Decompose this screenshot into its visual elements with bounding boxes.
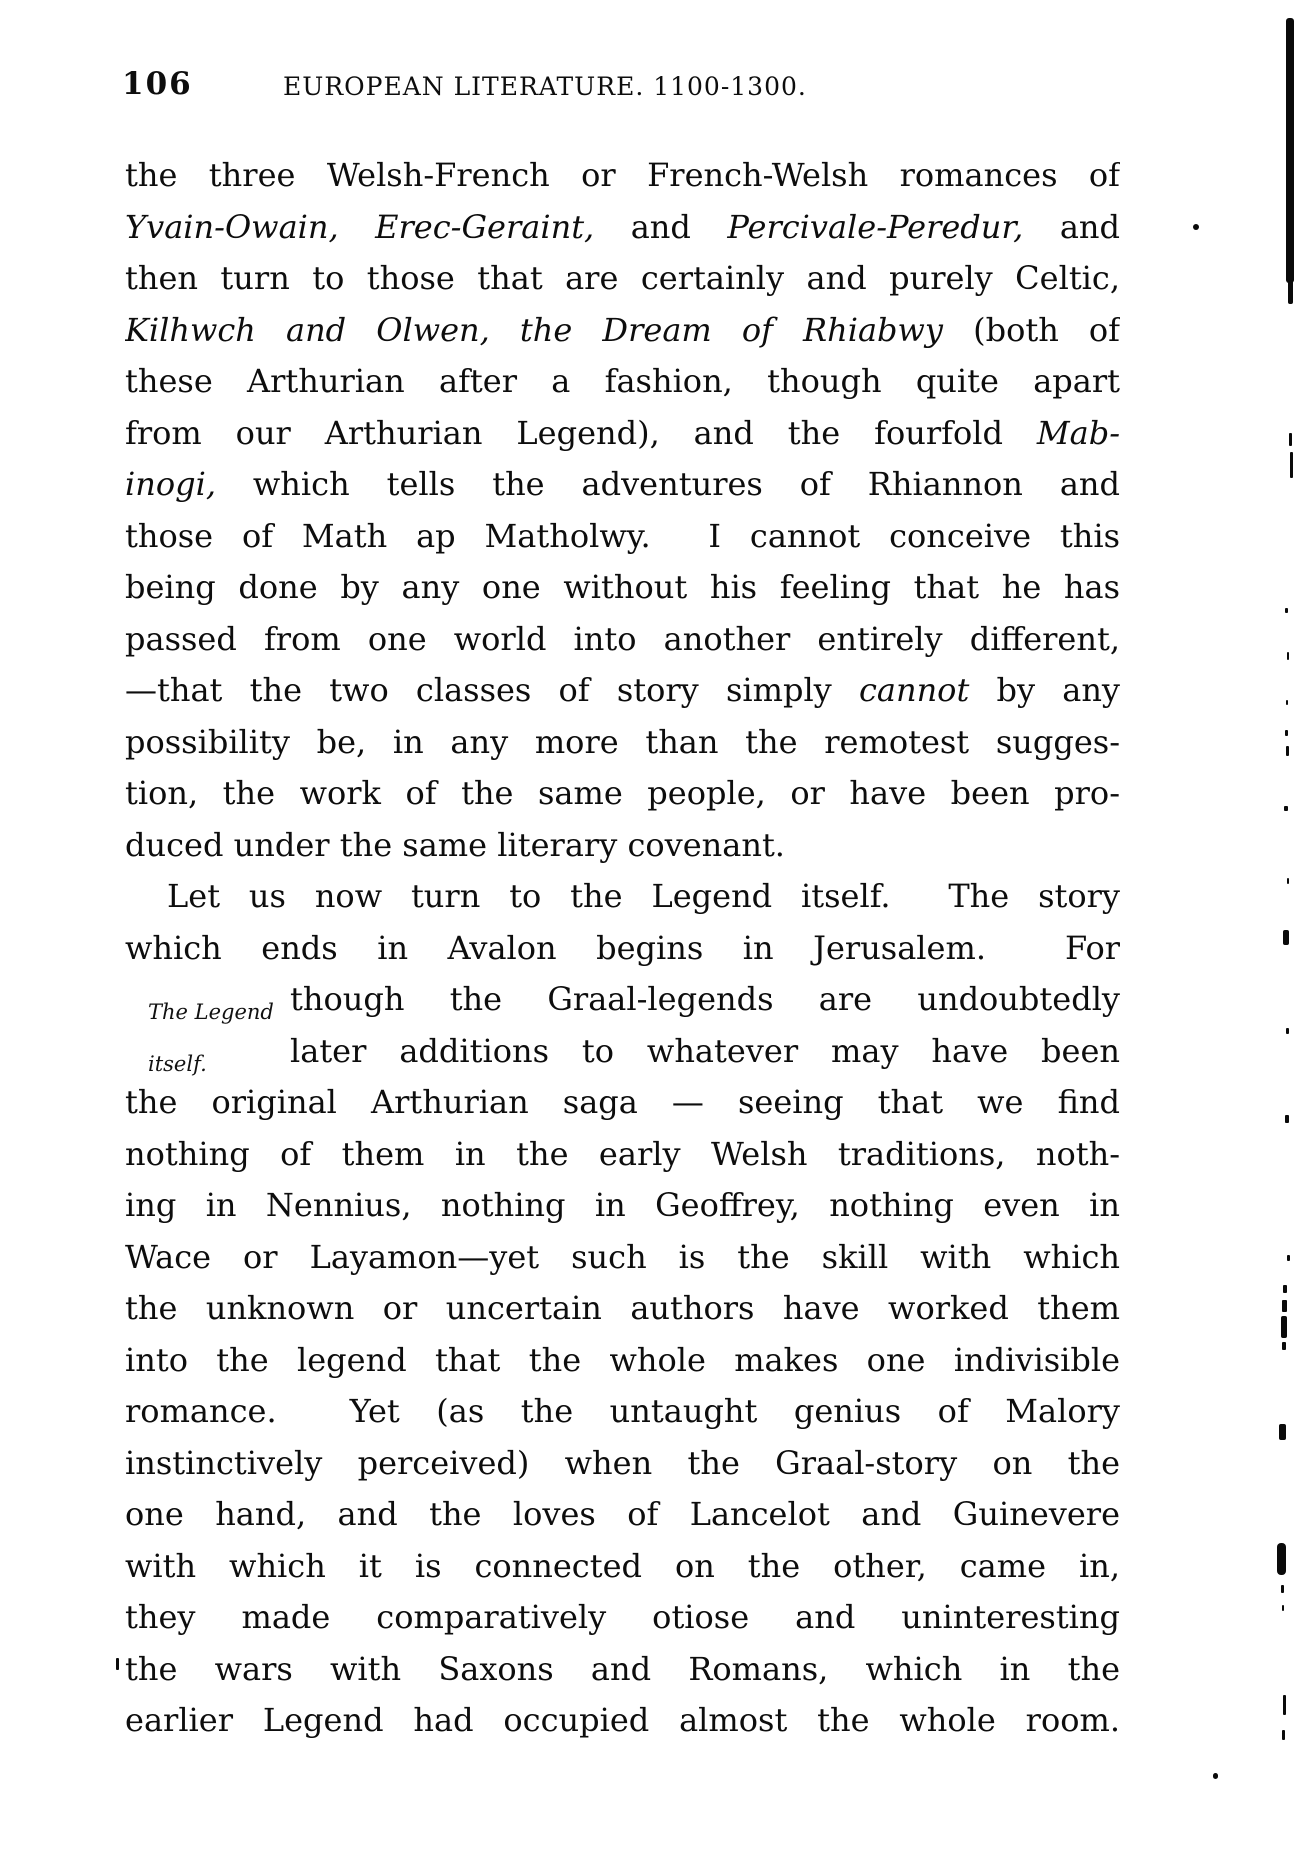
text-segment: the three Welsh-French or French-Welsh romances of [125,156,1120,194]
scan-ink-mark [1285,730,1288,736]
scan-ink-mark [1289,433,1292,446]
scan-ink-mark [1282,1605,1284,1611]
text-segment: later additions to whatever may have been [290,1031,1120,1070]
text-line [125,1489,1120,1541]
margin-note-line: itself. [148,1052,207,1076]
scan-ink-mark [1283,930,1289,945]
text-segment: passed from one world into another entirely different, [125,619,1120,658]
text-line [125,1695,1120,1747]
text-segment: Let us now turn to the Legend itself. The story [167,877,1120,915]
text-line [125,1438,1120,1490]
italic-text-segment: cannot [858,671,970,709]
text-line [125,1283,1120,1335]
text-line [125,1335,1120,1387]
text-segment: from our Arthurian Legend), and the fourfold [125,413,1037,452]
scan-ink-mark [1281,1316,1287,1338]
text-segment: the wars with Saxons and Romans, which in the [125,1649,1120,1688]
italic-text-segment: inogi, [125,465,216,503]
text-line [125,871,1120,923]
text-line [125,1232,1120,1284]
text-segment: by any [969,671,1120,709]
text-segment: earlier Legend had occupied almost the whole room. [125,1701,1120,1739]
scan-ink-mark [1283,1285,1287,1293]
text-line [125,923,1120,975]
text-segment: romance. Yet (as the untaught genius of Malory [125,1392,1120,1430]
page-header [0,0,1311,120]
body-text [125,150,1120,1747]
scan-ink-mark [1288,280,1293,304]
text-segment: then turn to those that are certainly and purely Celtic, [125,259,1120,297]
text-line [125,1180,1120,1232]
text-line [125,305,1120,357]
italic-text-segment: Mab- [1036,413,1120,452]
text-segment: the original Arthurian saga — seeing that we find [125,1083,1120,1121]
text-segment: which tells the adventures of Rhiannon and [216,465,1120,503]
page-number: 106 [122,66,193,102]
text-segment: which ends in Avalon begins in Jerusalem. For [125,928,1120,967]
text-segment: being done by any one without his feeling that he has [125,568,1120,606]
text-line [125,1644,1120,1696]
scan-ink-mark [1286,18,1294,283]
text-segment: into the legend that the whole makes one indivisible [125,1340,1120,1379]
text-segment: one hand, and the loves of Lancelot and Guinevere [125,1495,1120,1533]
text-segment: with which it is connected on the other, came in, [125,1546,1120,1585]
text-line [125,356,1120,408]
italic-text-segment: Kilhwch and Olwen, the Dream of Rhiabwy [125,310,944,349]
text-line [290,1026,1120,1078]
text-line [125,717,1120,769]
scan-ink-mark [1279,1424,1286,1440]
scan-ink-mark [1281,1585,1284,1593]
scan-ink-mark [1283,1695,1286,1715]
scan-ink-mark [1286,1028,1289,1034]
text-segment: and [1023,207,1120,246]
text-line [125,665,1120,717]
scan-ink-mark [1277,1543,1286,1575]
text-line [290,974,1120,1026]
text-line [125,562,1120,614]
text-line [125,768,1120,820]
text-segment: Wace or Layamon—yet such is the skill with which [125,1237,1120,1276]
scan-ink-mark [1284,806,1288,811]
margin-note-line: The Legend [148,1000,274,1024]
text-segment: nothing of them in the early Welsh traditions, noth- [125,1134,1120,1173]
text-line [125,459,1120,511]
scan-ink-mark [1282,1730,1285,1740]
scan-ink-mark [1290,452,1293,478]
text-segment: tion, the work of the same people, or have been pro- [125,774,1120,812]
scan-ink-mark [1285,1115,1289,1123]
text-line [125,820,1120,872]
scan-ink-mark [1287,878,1289,884]
italic-text-segment: Percivale-Peredur, [727,207,1024,246]
text-segment: ing in Nennius, nothing in Geoffrey, nothing even in [125,1186,1120,1224]
text-segment: and [594,207,728,246]
scan-ink-mark [1193,224,1199,230]
scan-ink-mark [1282,1342,1286,1350]
scan-ink-mark [1286,700,1288,705]
scan-ink-mark [1287,1255,1290,1261]
text-line [125,614,1120,666]
scan-ink-mark [116,1658,119,1670]
text-segment: duced under the same literary covenant. [125,825,785,864]
text-line [125,511,1120,563]
scan-ink-mark [1282,1300,1287,1312]
text-line [125,408,1120,460]
running-title: EUROPEAN LITERATURE. 1100-1300. [283,72,807,101]
text-line [125,1077,1120,1129]
text-segment: these Arthurian after a fashion, though quite apart [125,362,1120,400]
text-line [125,1592,1120,1644]
scan-ink-mark [1286,746,1289,756]
text-line [125,150,1120,202]
text-segment: the unknown or uncertain authors have worked them [125,1289,1120,1327]
text-segment: —that the two classes of story simply [125,671,859,709]
text-segment: they made comparatively otiose and uninteresting [125,1598,1120,1636]
text-line [125,1541,1120,1593]
text-segment: instinctively perceived) when the Graal-story on the [125,1443,1120,1482]
text-line [125,1386,1120,1438]
scan-ink-mark [1285,608,1288,613]
text-line [125,253,1120,305]
text-segment: though the Graal-legends are undoubtedly [290,980,1120,1018]
text-line [125,202,1120,254]
italic-text-segment: Yvain-Owain, Erec-Geraint, [125,207,595,246]
scan-ink-mark [1213,1773,1218,1779]
text-segment: possibility be, in any more than the remotest sugges- [125,722,1120,761]
text-segment: those of Math ap Matholwy. I cannot conceive this [125,516,1120,555]
text-line [125,1129,1120,1181]
scan-ink-mark [1287,652,1289,660]
text-segment: (both of [943,310,1120,349]
